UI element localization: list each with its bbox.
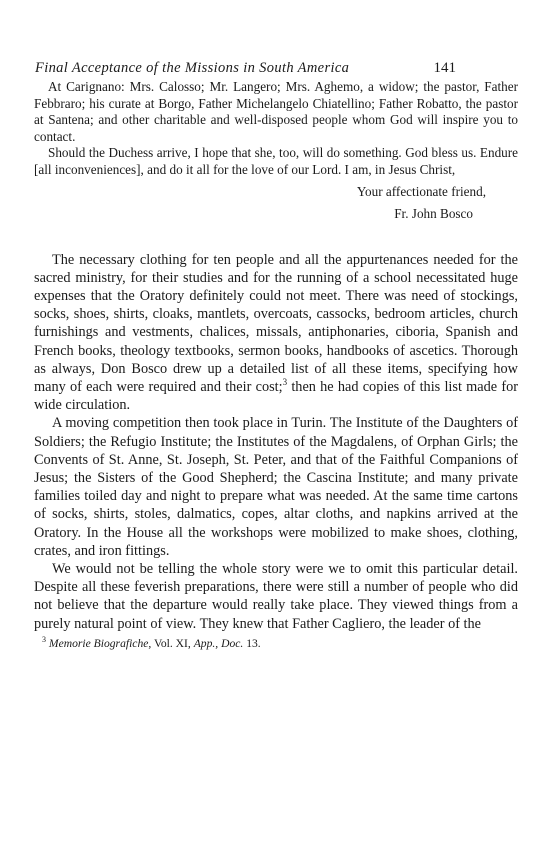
page-number: 141 <box>433 60 456 76</box>
footnote-source-title: Memorie Biografiche, <box>48 636 152 650</box>
letter-signoff <box>34 181 518 225</box>
body-paragraph-1-text: The necessary clothing for ten people and all the appurtenances needed for the sacred ministry, for their studies and for the running of a school necessitated huge expenses that the Oratory definitely could not meet. There was need of stockings, socks, shoes, shirts, cloaks, mantlets, overcoats, cassocks, bedroom articles, church furnishings and vestments, chalices, missals, antiphonaries, ciboria, Spanish and French books, theology textbooks, sermon books, handbooks of ascetics. Thorough as always, Don Bosco drew up a detailed list of all these items, specifying how many of each were required and their cost; <box>34 251 518 395</box>
body-text <box>34 251 518 633</box>
letter-signature: Fr. John Bosco <box>394 205 473 221</box>
letter-paragraph-1: At Carignano: Mrs. Calosso; Mr. Langero; Mrs. Aghemo, a widow; the pastor, Father Febbraro; his curate at Borgo, Father Michelangelo Chiatellino; Father Robatto, the pastor at Santena; and other charitable and well-disposed people whom God will inspire you to contact. <box>34 79 518 144</box>
running-title: Final Acceptance of the Missions in South America <box>35 60 350 76</box>
book-page <box>34 58 518 651</box>
letter-excerpt <box>34 79 518 179</box>
body-paragraph-3: We would not be telling the whole story were we to omit this particular detail. Despite all these feverish preparations, there were still a number of people who did not believe that the departure would really take place. They viewed things from a purely natural point of view. They knew that Father Cagliero, the leader of the <box>34 561 518 632</box>
footnote-appendix: App., Doc. <box>193 636 244 650</box>
letter-closing: Your affectionate friend, <box>356 183 486 199</box>
footnote-doc-number: 13. <box>243 636 261 650</box>
footnote-volume: Vol. XI, <box>151 636 194 650</box>
footnote-marker: 3 <box>42 634 46 644</box>
body-paragraph-1 <box>34 251 518 415</box>
running-head <box>34 58 518 78</box>
body-paragraph-2: A moving competition then took place in Turin. The Institute of the Daughters of Soldiers; the Refugio Institute; the Institutes of the Magdalens, of Orphan Girls; the Convents of St. Anne, St. Joseph, St. Peter, and that of the Faithful Companions of Jesus; the Sisters of the Good Shepherd; the Cascina Institute; and many private families toiled day and night to prepare what was needed. At the same time cartons of socks, shirts, stoles, dalmatics, copes, altar cloths, and napkins arrived at the Oratory. In the House all the workshops were mobilized to make shoes, clothing, crates, and iron fittings. <box>34 415 518 559</box>
letter-paragraph-2: Should the Duchess arrive, I hope that she, too, will do something. God bless us. Endure [all inconveniences], and do it all for the love of our Lord. I am, in Jesus Christ, <box>34 145 518 177</box>
footnote <box>34 634 518 651</box>
body-paragraph-1-continuation: then he had copies of this list made for wide circulation. <box>34 378 518 414</box>
footnote-reference: 3 <box>282 377 288 388</box>
